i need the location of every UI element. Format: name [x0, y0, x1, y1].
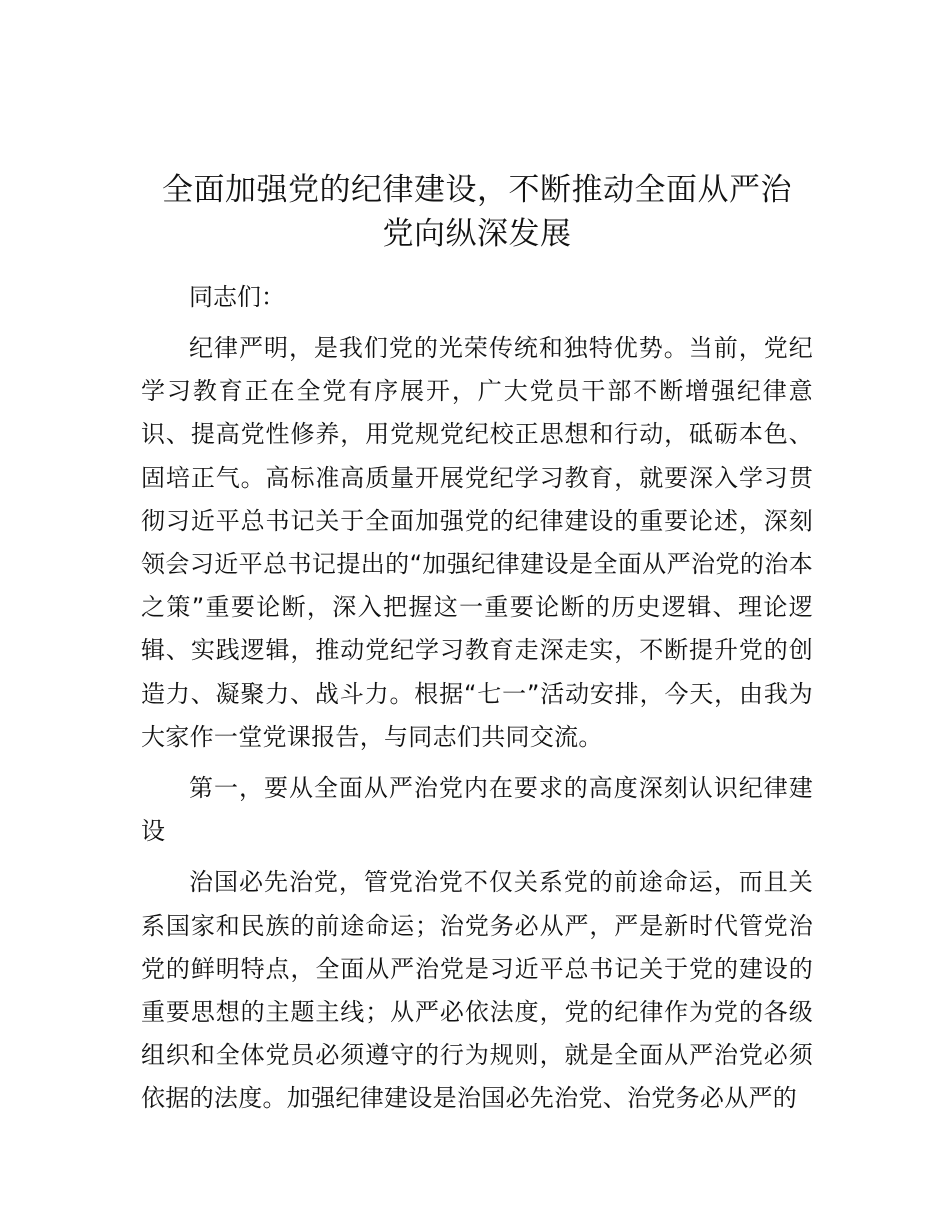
paragraph-intro: 纪律严明，是我们党的光荣传统和独特优势。当前，党纪学习教育正在全党有序展开，广大党员干部不断增强纪律意识、提高党性修养，用党规党纪校正思想和行动，砥砺本色、固培正气。高标准高质量开展党纪学习教育，就要深入学习贯彻习近平总书记关于全面加强党的纪律建设的重要论述，深刻领会习近平总书记提出的“加强纪律建设是全面从严治党的治本之策”重要论断，深入把握这一重要论断的历史逻辑、理论逻辑、实践逻辑，推动党纪学习教育走深走实，不断提升党的创造力、凝聚力、战斗力。根据“七一”活动安排，今天，由我为大家作一堂党课报告，与同志们共同交流。: [141, 334, 813, 751]
salutation: 同志们：: [189, 283, 285, 311]
document-page: [141, 168, 813, 1121]
paragraph-section-1: 治国必先治党，管党治党不仅关系党的前途命运，而且关系国家和民族的前途命运；治党务必从严，严是新时代管党治党的鲜明特点，全面从严治党是习近平总书记关于党的建设的重要思想的主题主线；从严必依法度，党的纪律作为党的各级组织和全体党员必须遵守的行为规则，就是全面从严治党必须依据的法度。加强纪律建设是治国必先治党、治党务必从严的: [141, 868, 813, 1113]
section-heading-1: 第一，要从全面从严治党内在要求的高度深刻认识纪律建设: [141, 774, 813, 846]
document-title: [141, 168, 813, 256]
title-line-2: 党向纵深发展: [382, 216, 572, 252]
title-line-1: 全面加强党的纪律建设，不断推动全面从严治: [162, 172, 792, 208]
